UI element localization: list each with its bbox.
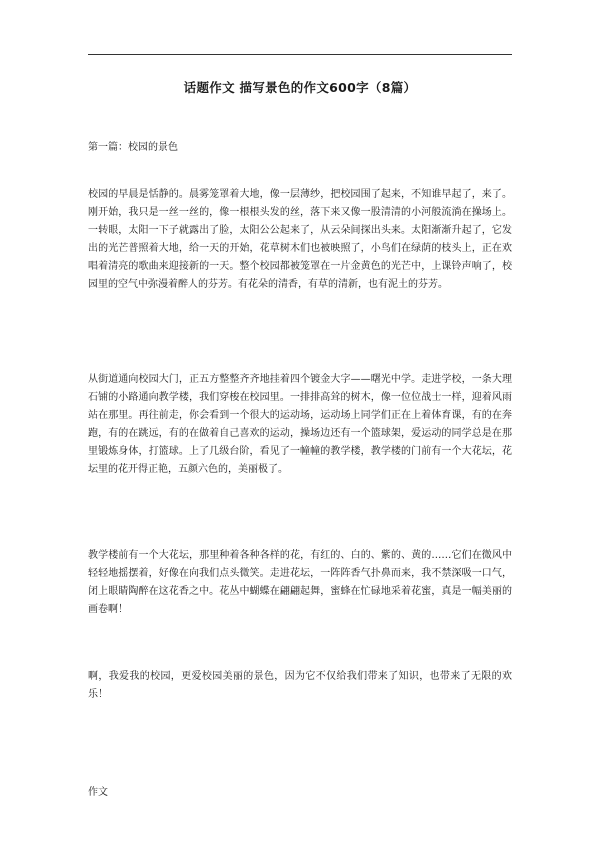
paragraph: 校园的早晨是恬静的。晨雾笼罩着大地，像一层薄纱，把校园围了起来，不知谁早起了，来了。刚开始，我只是一丝一丝的，像一根根头发的丝，落下来又像一股清清的小河般流淌在操场上。一转眼，太阳一下子就露出了脸，太阳公公起来了，从云朵间探出头来。太阳渐渐升起了，它发出的光芒普照着大地，给一天的开始，花草树木们也被映照了，小鸟们在绿荫的枝头上，正在欢唱着清亮的歌曲来迎接新的一天。整个校园都被笼罩在一片金黄色的光芒中，上课铃声响了，校园里的空气中弥漫着醉人的芬芳。有花朵的清香，有草的清新，也有泥土的芬芳。 [88,189,512,290]
header-rule [88,54,512,55]
section-heading: 第一篇：校园的景色 [88,142,178,153]
paragraph: 教学楼前有一个大花坛，那里种着各种各样的花，有红的、白的、紫的、黄的……它们在微风中轻轻地摇摆着，好像在向我们点头微笑。走进花坛，一阵阵香气扑鼻而来，我不禁深吸一口气，闭上眼睛陶醉在这花香之中。花丛中蝴蝶在翩翩起舞，蜜蜂在忙碌地采着花蜜，真是一幅美丽的画卷啊！ [88,550,512,615]
page-footer: 作文 [88,787,108,798]
page-title: 话题作文 描写景色的作文600字（8篇） [183,80,417,95]
paragraph: 啊，我爱我的校园，更爱校园美丽的景色，因为它不仅给我们带来了知识，也带来了无限的欢乐！ [88,671,512,700]
paragraph: 从街道通向校园大门，正五方整整齐齐地挂着四个镀金大字——曙光中学。走进学校，一条大理石铺的小路通向教学楼，我们穿梭在校园里。一排排高耸的树木，像一位位战士一样，迎着风雨站在那里。再往前走，你会看到一个很大的运动场，运动场上同学们正在上着体育课，有的在奔跑，有的在跳远，有的在做着自己喜欢的运动，操场边还有一个篮球架，爱运动的同学总是在那里锻炼身体，打篮球。上了几级台阶，看见了一幢幢的教学楼，教学楼的门前有一个大花坛，花坛里的花开得正艳，五颜六色的，美丽极了。 [88,374,512,475]
